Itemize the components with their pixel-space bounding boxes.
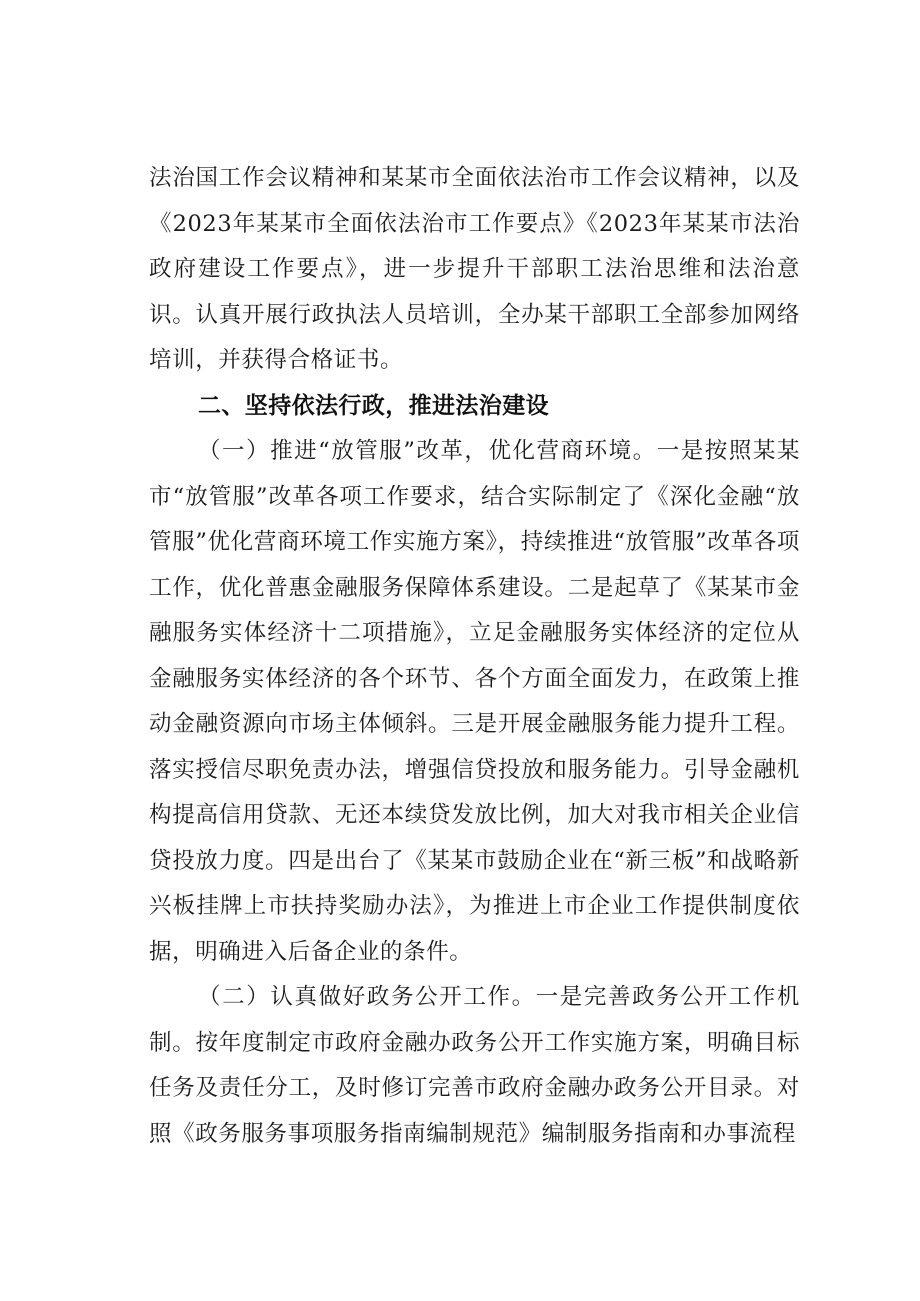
section-heading: 二、坚持依法行政，推进法治建设 <box>198 392 549 419</box>
document-body <box>149 156 800 1157</box>
paragraph-reform: （一）推进“放管服”改革，优化营商环境。一是按照某某市“放管服”改革各项工作要求，结合实际制定了《深化金融“放管服”优化营商环境工作实施方案》，持续推进“放管服”改革各项工作，优化普惠金融服务保障体系建设。二是起草了《某某市金融服务实体经济十二项措施》，立足金融服务实体经济的定位从金融服务实体经济的各个环节、各个方面全面发力，在政策上推动金融资源向市场主体倾斜。三是开展金融服务能力提升工程。落实授信尽职免责办法，增强信贷投放和服务能力。引导金融机构提高信用贷款、无还本续贷发放比例，加大对我市相关企业信贷投放力度。四是出台了《某某市鼓励企业在“新三板”和战略新兴板挂牌上市扶持奖励办法》，为推进上市企业工作提供制度依据，明确进入后备企业的条件。 <box>149 438 800 965</box>
paragraph-government-affairs: （二）认真做好政务公开工作。一是完善政务公开工作机制。按年度制定市政府金融办政务公开工作实施方案，明确目标任务及责任分工，及时修订完善市政府金融办政务公开目录。对照《政务服务事项服务指南编制规范》编制服务指南和办事流程 <box>149 984 800 1147</box>
paragraph-intro: 法治国工作会议精神和某某市全面依法治市工作会议精神，以及《2023年某某市全面依法治市工作要点》《2023年某某市法治政府建设工作要点》，进一步提升干部职工法治思维和法治意识。认真开展行政执法人员培训，全办某干部职工全部参加网络培训，并获得合格证书。 <box>149 165 800 373</box>
